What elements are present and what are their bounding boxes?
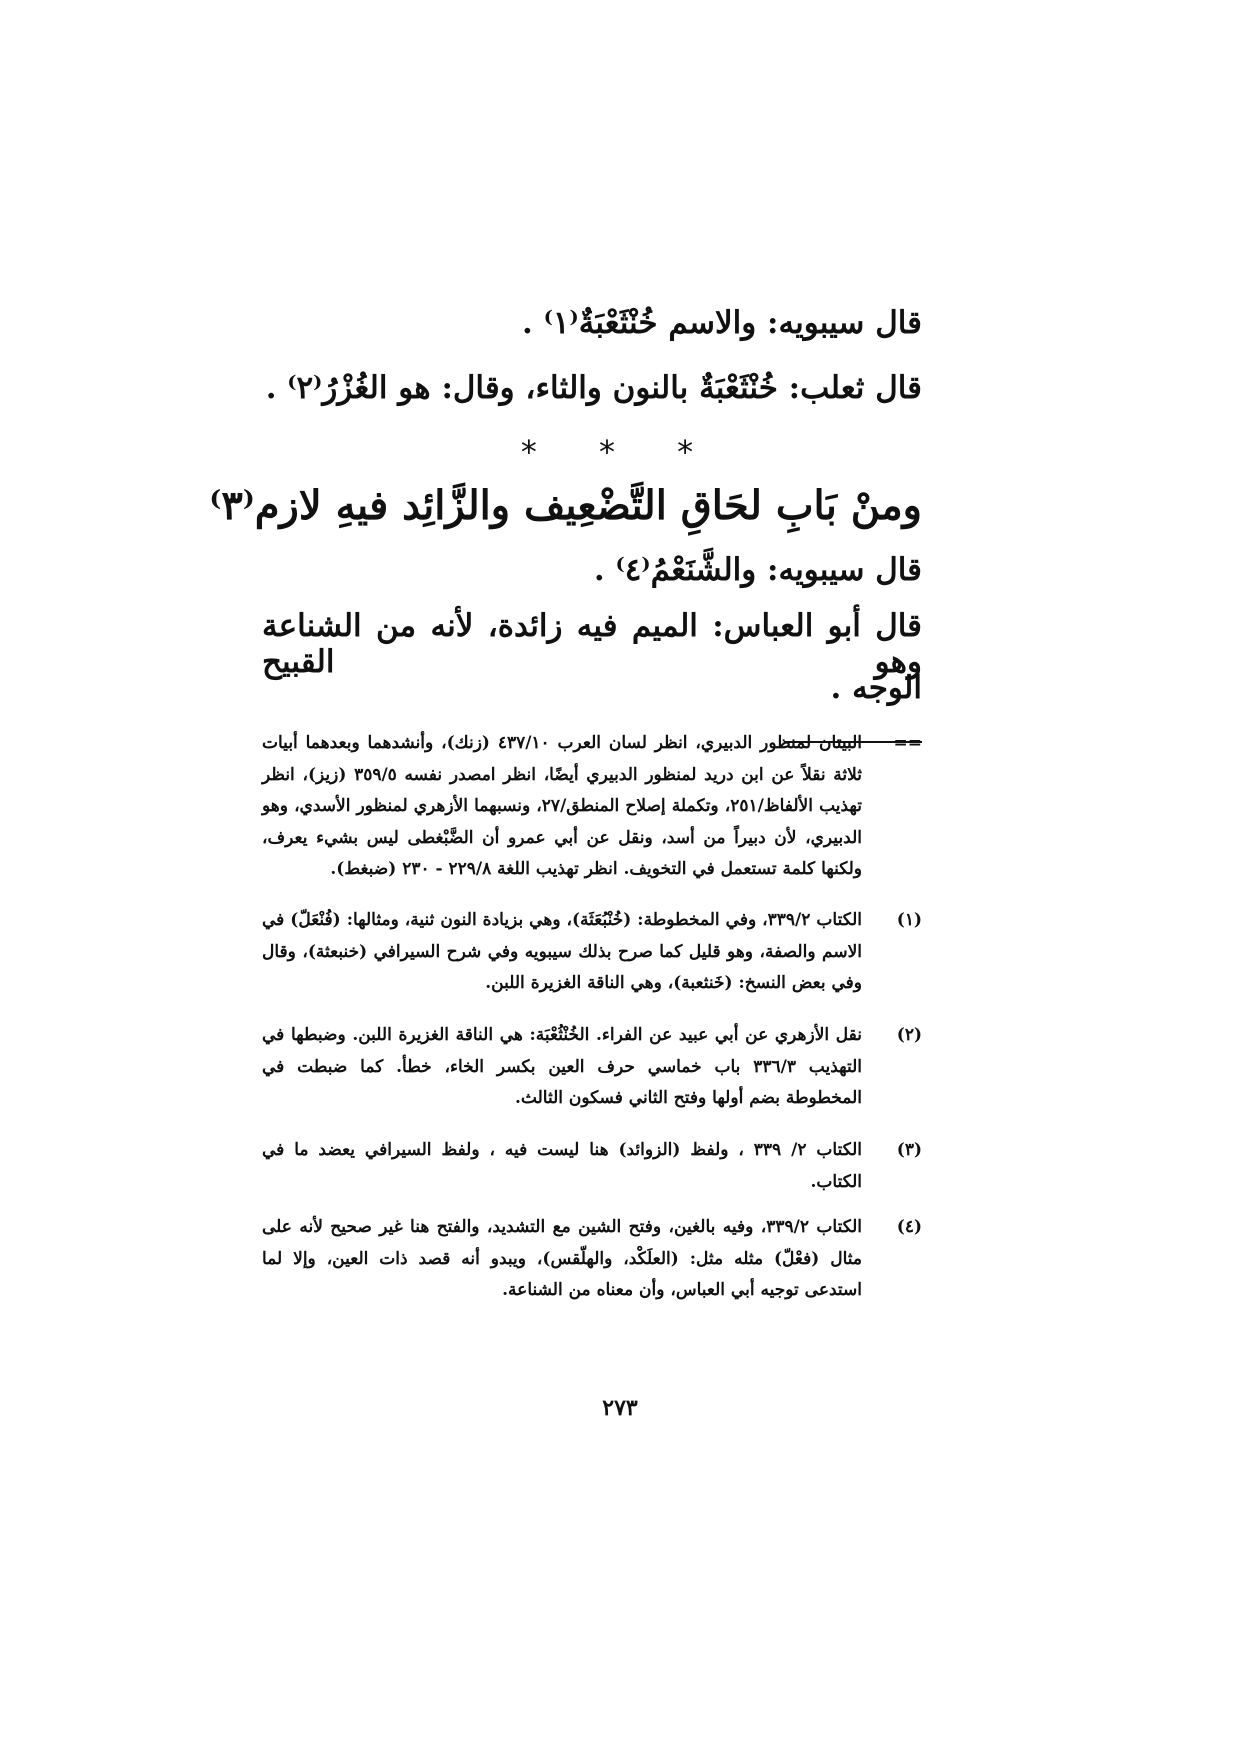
- footnote: [262, 1135, 922, 1198]
- footnote-text: نقل الأزهري عن أبي عبيد عن الفراء. الخُنْثُعْبَة: هي الناقة الغزيرة اللبن. وضبطها في التهذيب ٣٣٦/٣ باب خماسي حرف العين بكسر الخاء، خطأ. كما ضبطت في المخطوطة بضم أولها وفتح الثاني فسكون الثالث.: [262, 1025, 863, 1108]
- body-line-abu-al-abbas: قال أبو العباس: الميم فيه زائدة، لأنه من الشناعة وهو القبيح: [262, 608, 922, 680]
- footnote-mark: (١): [896, 910, 922, 930]
- footnote-mark: ==: [893, 733, 922, 753]
- footnote-mark: (٢): [896, 1025, 922, 1045]
- section-separator: * * *: [520, 433, 720, 471]
- body-line-sibawayh-shanam: قال سيبويه: والشَّنَعْمُ⁽٤⁾ .: [593, 552, 922, 588]
- footnote-mark: (٣): [896, 1140, 922, 1160]
- footnote-mark: (٤): [896, 1217, 922, 1237]
- footnote: [262, 728, 922, 886]
- page-number: ٢٧٣: [602, 1395, 638, 1421]
- footnote: [262, 1020, 922, 1115]
- body-line-sibawayh-name: قال سيبويه: والاسم خُنْثَعْبَةٌ⁽١⁾ .: [522, 305, 922, 341]
- footnote-text: الكتاب ٣٣٩/٢، وفيه بالغين، وفتح الشين مع التشديد، والفتح هنا غير صحيح لأنه على مثال (فعْلّ) مثله مثل: (العلَكْد، والهلّقس)، ويبدو أنه قصد ذات العين، وإلا لما استدعى توجيه أبي العباس، وأن معناه من الشناعة.: [262, 1217, 862, 1300]
- body-line-thalab: قال ثعلب: خُنْثَعْبَةٌ بالنون والثاء، وقال: هو الغُزْرُ⁽٢⁾ .: [265, 370, 922, 406]
- section-heading: ومنْ بَابِ لحَاقِ التَّضْعِيف والزَّائِد فيهِ لازم⁽٣⁾: [209, 482, 922, 529]
- footnote-text: الكتاب ٣٣٩/٢، وفي المخطوطة: (خُنْبُعَثَة)، وهي بزيادة النون ثنية، ومثالها: (فُنْعَلّ) في الاسم والصفة، وهو قليل كما صرح بذلك سيبويه وفي شرح السيرافي (خنبعثة)، وقال وفي بعض النسخ: (خَنثعبة)، وهي الناقة الغزيرة اللبن.: [262, 910, 862, 993]
- body-line-continuation: الوجه .: [830, 670, 922, 706]
- footnote-text: الكتاب ٢/ ٣٣٩ ، ولفظ (الزوائد) هنا ليست فيه ، ولفظ السيرافي يعضد ما في الكتاب.: [262, 1140, 862, 1192]
- footnote: [262, 905, 922, 1000]
- footnote: [262, 1212, 922, 1307]
- footnote-text: البيتان لمنظور الدبيري، انظر لسان العرب ٤٣٧/١٠ (زنك)، وأنشدهما وبعدهما أبيات ثلاثة نقلاً عن ابن دريد لمنظور الدبيري أيضًا، انظر امصدر نفسه ٣٥٩/٥ (زيز)، انظر تهذيب الألفاظ/٢٥١، وتكملة إصلاح المنطق/٢٧، ونسبهما الأزهري لمنظور الأسدي، وهو الدبيري، لأن دبيراً من أسد، ونقل عن أبي عمرو أن الضَّبْغطى ليس بشيء يعرف، ولكنها كلمة تستعمل في التخويف. انظر تهذيب اللغة ٢٢٩/٨ - ٢٣٠ (ضبغط).: [262, 733, 862, 879]
